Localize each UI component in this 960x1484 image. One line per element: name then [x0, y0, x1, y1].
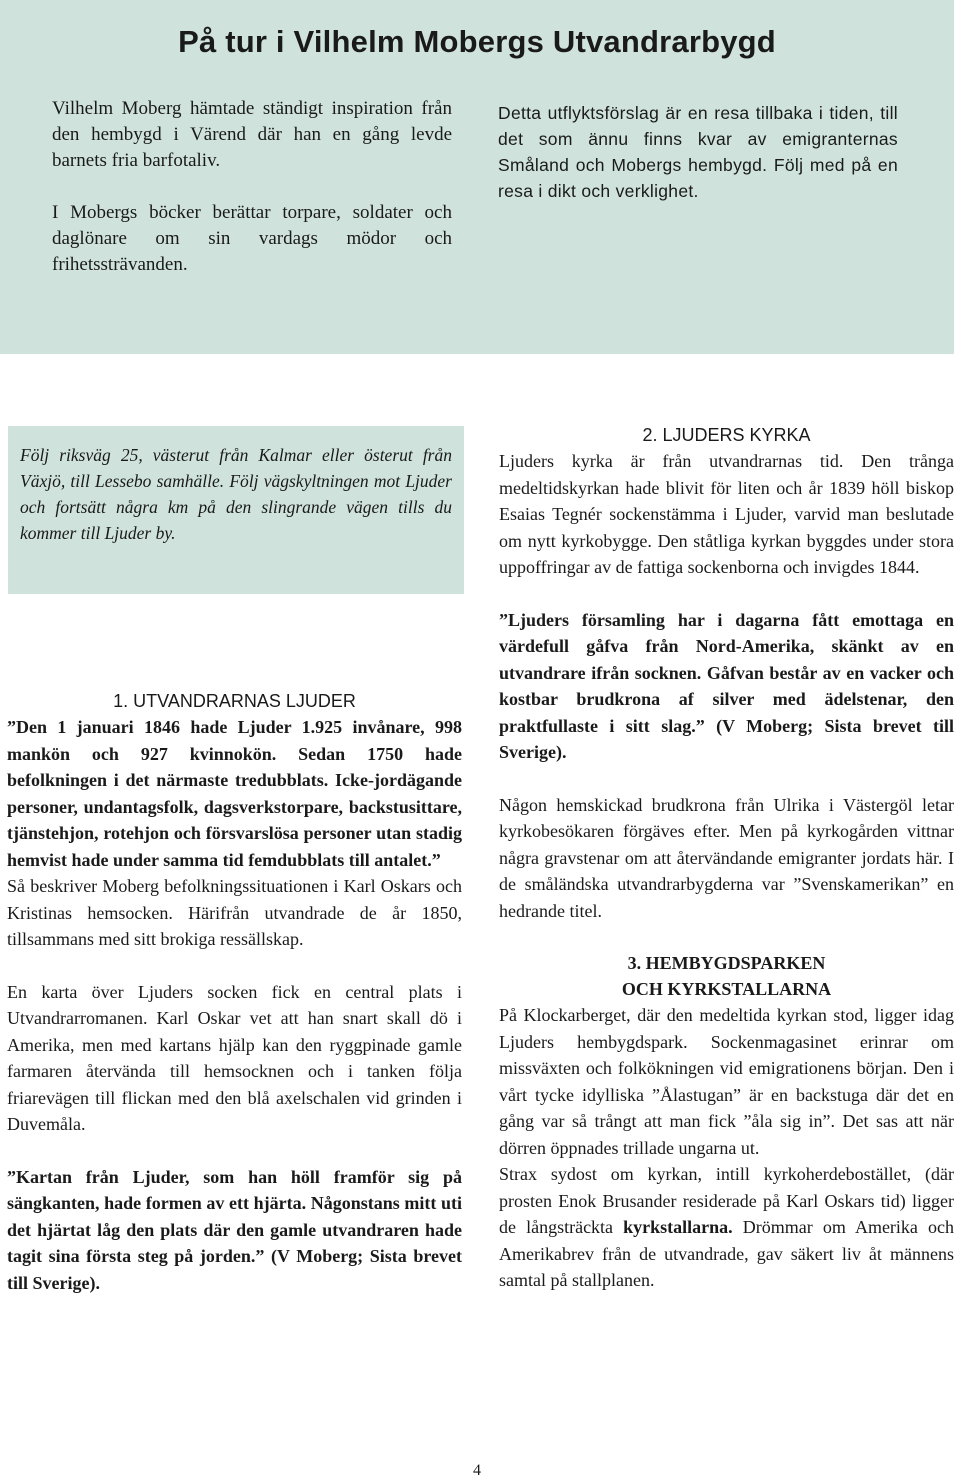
- intro-paragraph: Vilhelm Moberg hämtade ständigt inspiration från den hembygd i Värend där han en gång levde barnets fria barfotaliv.: [52, 98, 452, 171]
- route-box: [8, 426, 464, 594]
- intro-paragraph: I Mobergs böcker berättar torpare, soldater och daglönare om sin vardags mödor och frihetssträvanden.: [52, 202, 452, 275]
- intro-left-column: [52, 96, 452, 304]
- page-number: 4: [473, 1462, 481, 1479]
- section-3-heading: [499, 950, 954, 1002]
- section-2-paragraph: Ljuders kyrka är från utvandrarnas tid. Den trånga medeltidskyrkan hade blivit för liten och år 1839 höll biskop Esaias Tegnér sockenstämma i Ljuder, varvid man beslutade om nytt kyrkobygge. Den ståtliga kyrkan byggdes under stora uppoffringar av de fattiga sockenborna och invigdes 1844.: [499, 451, 954, 577]
- section-1-paragraph: En karta över Ljuders socken fick en central plats i Utvandrarromanen. Karl Oskar vet att han snart skall dö i Amerika, men med kartans hjälp kan den ryggpinade gamle farmaren återvända till hemsocknen och i tanken följa friarevägen till flickan med den blå axelschalen vid grinden i Duvemåla.: [7, 981, 462, 1134]
- paragraph-text: Strax sydost om kyrkan, intill kyrkoherdebostället, (där prosten Enok Brusander residerade på Karl Oskars tid) ligger de långsträckta: [499, 1164, 954, 1237]
- route-directions: Följ riksväg 25, västerut från Kalmar eller österut från Växjö, till Lessebo samhälle. Följ vägskyltningen mot Ljuder och fortsätt några km på den slingrande vägen tills du kommer till Ljuder by.: [20, 445, 452, 543]
- section-1-heading: 1. UTVANDRARNAS LJUDER: [113, 691, 356, 711]
- section-3-heading-line: OCH KYRKSTALLARNA: [621, 979, 832, 999]
- section-1-quote: ”Kartan från Ljuder, som han höll framför sig på sängkanten, hade formen av ett hjärta. Någonstans mitt uti det hjärtat låg den plats där den gamle utvandraren hade tagit sina första steg på jorden.” (V Moberg; Sista brevet till Sverige).: [7, 1166, 462, 1293]
- left-column: [7, 688, 462, 1296]
- section-2-quote: ”Ljuders församling har i dagarna fått emottaga en värdefull gåfva från Nord-Amerika, skänkt av en utvandrare ifrån socknen. Gåfvan består av en vacker och kostbar brudkrona af silver med ädelstenar, den praktfullaste i sitt slag.” (V Moberg; Sista brevet till Sverige).: [499, 609, 954, 762]
- section-3-paragraph: På Klockarberget, där den medeltida kyrkan stod, ligger idag Ljuders hembygdspark. Sockenmagasinet erinrar om missväxten och folkökningen vid emigrationens början. Den i vårt tycke idylliska ”Ålastugan” är en backstuga där det en gång var så trångt att man fick ”åla sig in”. Det sas att när dörren öppnades trillade ungarna ut.: [499, 1005, 954, 1158]
- section-1-quote: ”Den 1 januari 1846 hade Ljuder 1.925 invånare, 998 mankön och 927 kvinnokön. Sedan 1750 hade befolkningen i det närmaste tredubblats. Icke-jordägande personer, undantagsfolk, dagsverkstorpare, backstusittare, tjänstehjon, rotehjon och försvarslösa personer utan stadig hemvist hade under samma tid femdubblats till antalet.”: [7, 717, 462, 870]
- page-title: På tur i Vilhelm Mobergs Utvandrarbygd: [178, 24, 776, 59]
- right-column: [499, 422, 954, 1294]
- paragraph-text: Drömmar om Amerika och Amerikabrev från de utvandrade, gav säkert liv åt männens samtal på stallplanen.: [499, 1217, 955, 1290]
- section-3-heading-line: 3. HEMBYGDSPARKEN: [627, 953, 826, 973]
- section-2-paragraph: Någon hemskickad brudkrona från Ulrika i Västergöl letar kyrkobesökaren förgäves efter. Men på kyrkogården vittnar några gravstenar om att återvändande emigranter jordats här. I de småländska utvandrarbygderna var ”Svenskamerikan” en hedrande titel.: [499, 794, 954, 921]
- section-2-heading: 2. LJUDERS KYRKA: [642, 425, 811, 445]
- section-1-paragraph: Så beskriver Moberg befolkningssituationen i Karl Oskars och Kristinas hemsocken. Härifrån utvandrade de år 1850, tillsammans med sitt brokiga ressällskap.: [7, 876, 462, 949]
- section-3-paragraph: [499, 1161, 954, 1294]
- intro-right-column: Detta utflyktsförslag är en resa tillbaka i tiden, till det som ännu finns kvar av emigranternas Småland och Mobergs hembygd. Följ med på en resa i dikt och verklighet.: [498, 103, 898, 201]
- bold-term: kyrkstallarna.: [623, 1217, 733, 1237]
